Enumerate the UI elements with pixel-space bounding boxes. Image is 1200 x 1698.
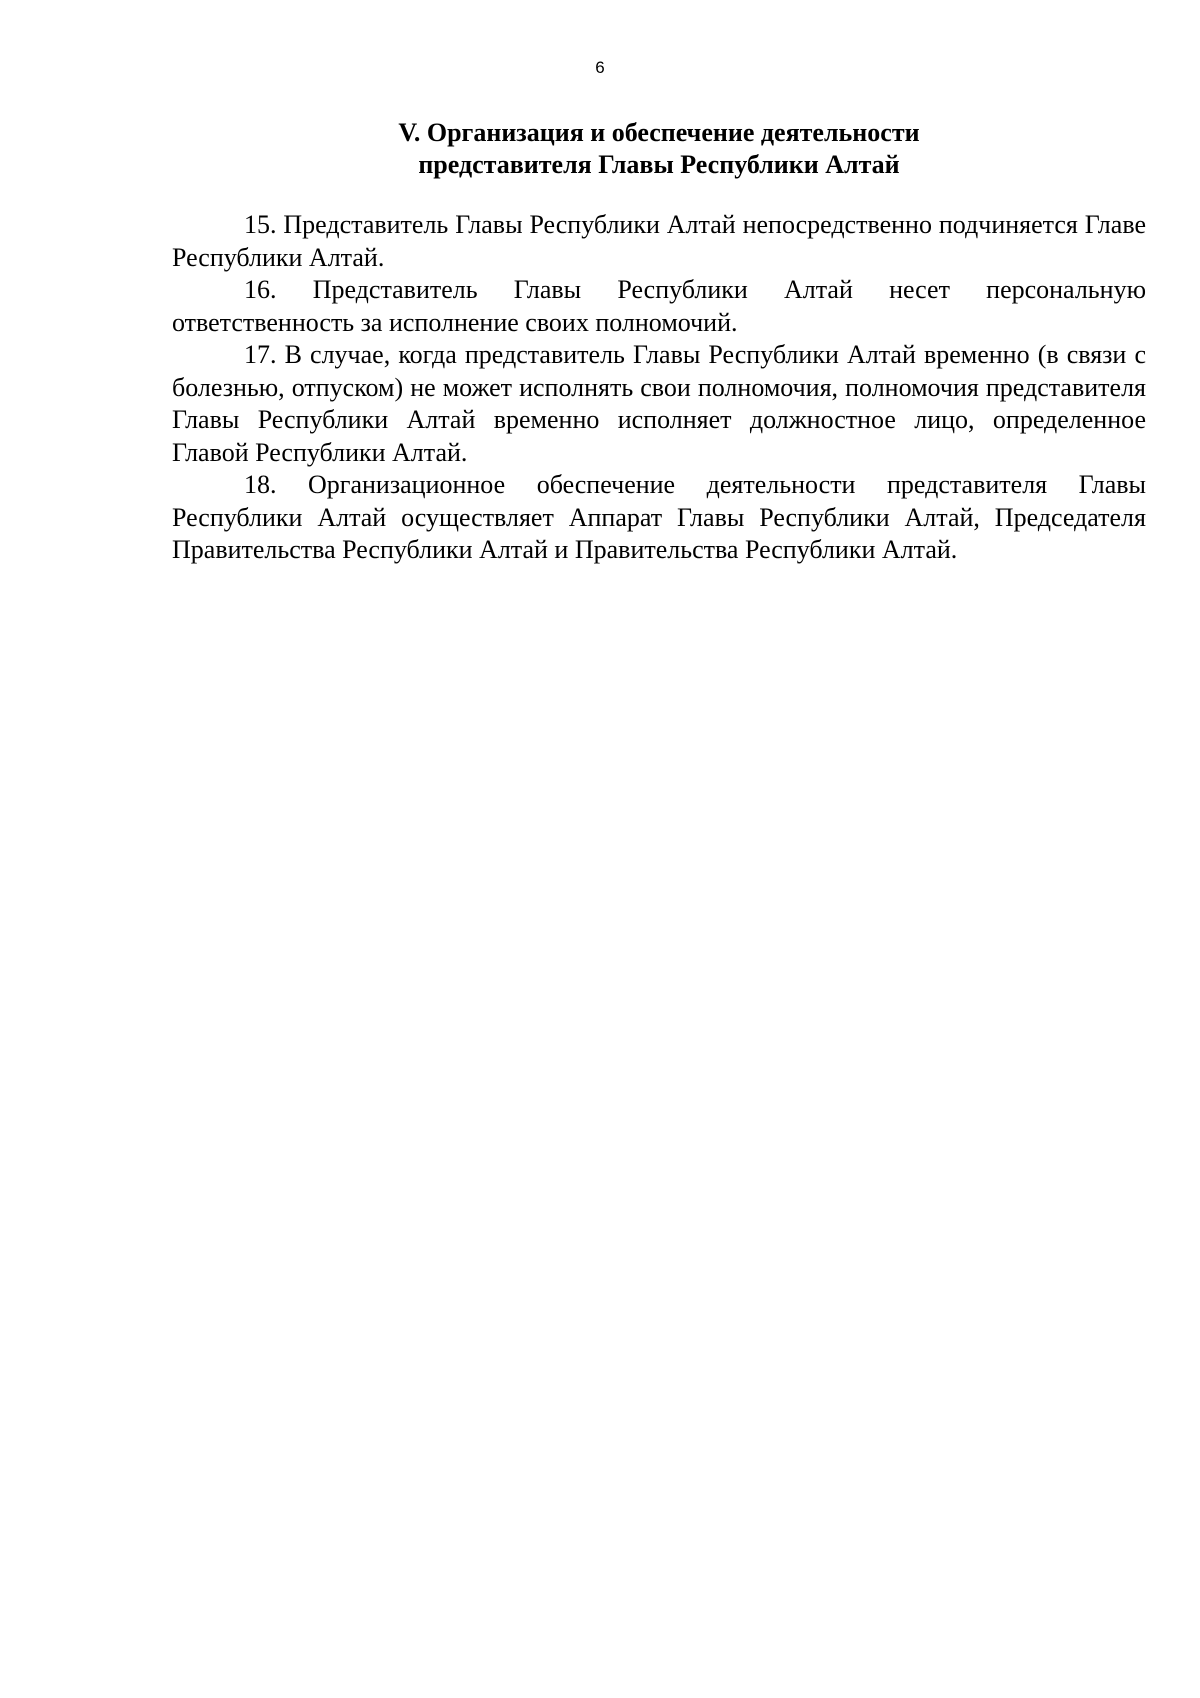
section-title-line-1: V. Организация и обеспечение деятельности xyxy=(398,118,920,147)
page-number: 6 xyxy=(595,58,605,77)
document-body xyxy=(172,209,1146,567)
section-title xyxy=(172,117,1146,181)
section-title-line-2: представителя Главы Республики Алтай xyxy=(418,150,900,179)
paragraph-18: 18. Организационное обеспечение деятельности представителя Главы Республики Алтай осуществляет Аппарат Главы Республики Алтай, Председателя Правительства Республики Алтай и Правительства Республики Алтай. xyxy=(172,470,1146,564)
paragraph-17: 17. В случае, когда представитель Главы Республики Алтай временно (в связи с болезнью, отпуском) не может исполнять свои полномочия, полномочия представителя Главы Республики Алтай временно исполняет должностное лицо, определенное Главой Республики Алтай. xyxy=(172,340,1146,467)
paragraph-16: 16. Представитель Главы Республики Алтай несет персональную ответственность за исполнение своих полномочий. xyxy=(172,275,1146,337)
paragraph-15: 15. Представитель Главы Республики Алтай непосредственно подчиняется Главе Республики Алтай. xyxy=(172,210,1146,272)
